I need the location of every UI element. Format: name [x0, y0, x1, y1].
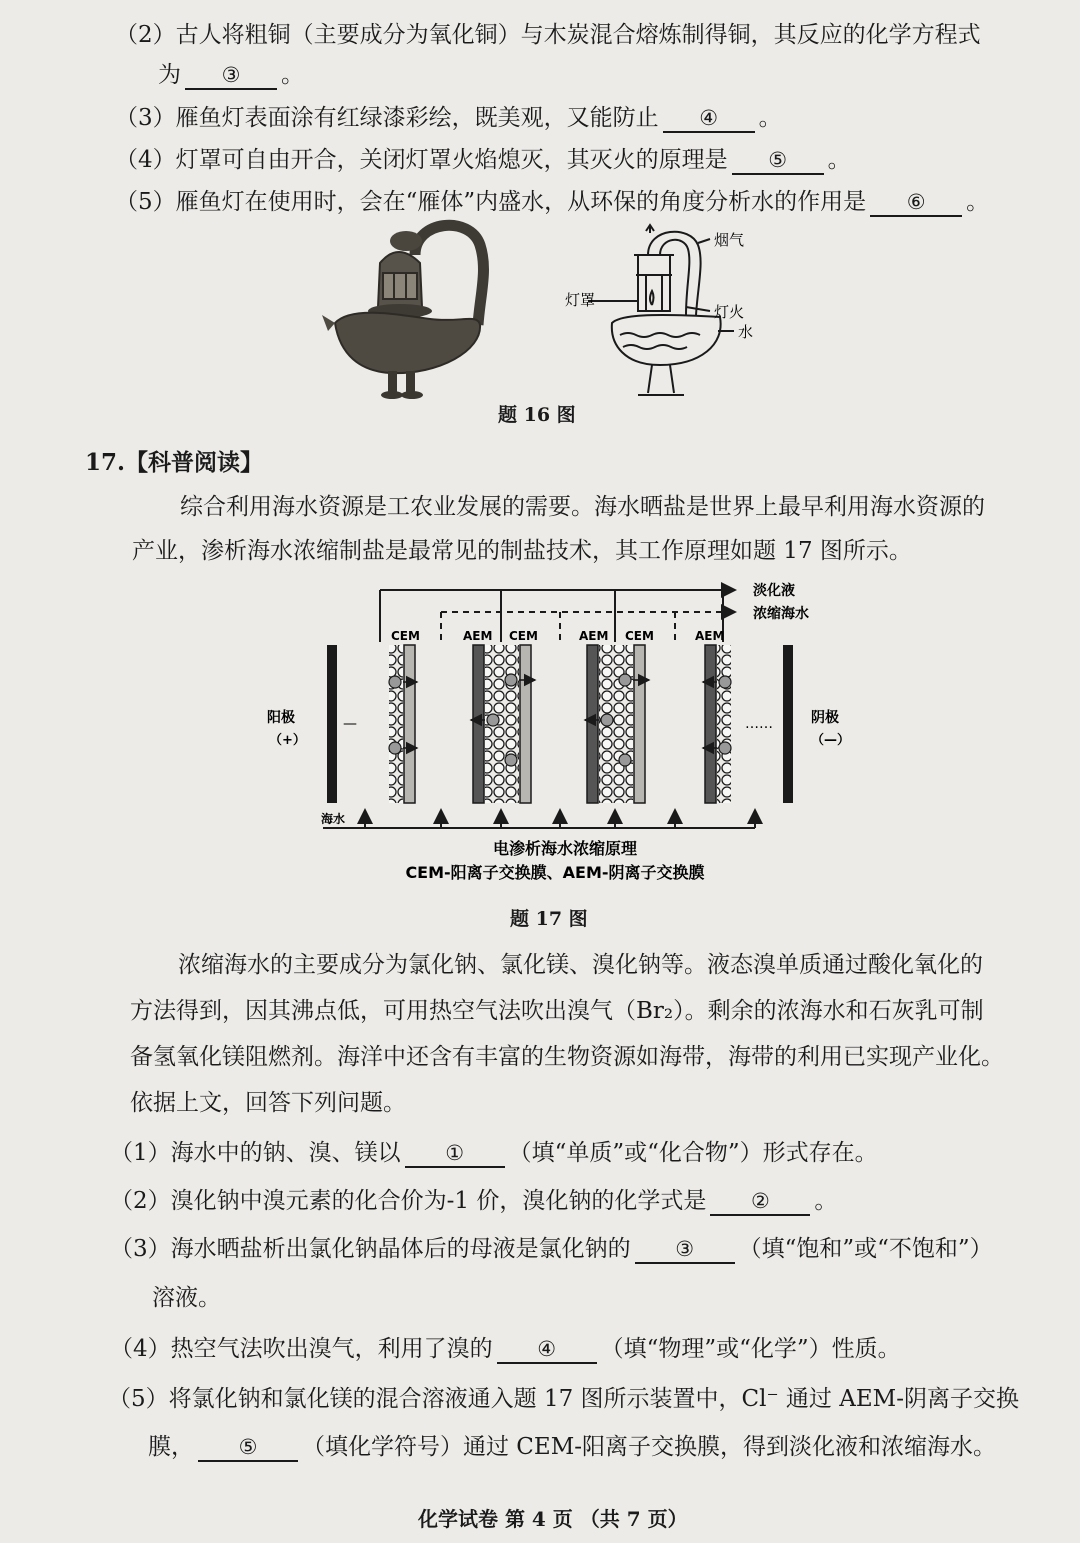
membrane-label: CEM [625, 629, 654, 643]
q16-part2: （2）古人将粗铜（主要成分为氧化铜）与木炭混合熔炼制得铜，其反应的化学方程式 [115, 22, 981, 48]
q16-part4: （4）灯罩可自由开合，关闭灯罩火焰熄灭，其灭火的原理是 ⑤ 。 [115, 147, 851, 173]
membrane-label: AEM [695, 629, 725, 643]
q17-body-line-2: 方法得到，因其沸点低，可用热空气法吹出溴气（Br₂）。剩余的浓海水和石灰乳可制 [130, 998, 984, 1024]
goose-lamp-diagram [588, 225, 734, 395]
answer-blank-6[interactable]: ⑥ [870, 189, 962, 217]
figure-17-caption: 题 17 图 [510, 908, 588, 930]
answer-blank-4b[interactable]: ④ [497, 1336, 597, 1364]
electrodialysis-figure [265, 570, 865, 890]
answer-blank-4[interactable]: ④ [663, 105, 755, 133]
q17-intro-line-2: 产业，渗析海水浓缩制盐是最常见的制盐技术，其工作原理如题 17 图所示。 [132, 538, 912, 564]
q17-part5-cont: 膜， ⑤ （填化学符号）通过 CEM-阳离子交换膜，得到淡化液和浓缩海水。 [148, 1434, 997, 1460]
label-dilute-solution: 淡化液 [753, 583, 795, 599]
q17-part4: （4）热空气法吹出溴气，利用了溴的 ④ （填“物理”或“化学”）性质。 [110, 1336, 901, 1362]
anode-plate [327, 645, 337, 803]
membrane-stack-1 [389, 645, 415, 803]
membrane-stack-2 [473, 645, 531, 803]
label-smoke: 烟气 [714, 231, 745, 249]
label-lamp-shade: 灯罩 [565, 291, 596, 309]
cathode-label: 阴极 [811, 710, 839, 726]
q17-body-line-3: 备氢氧化镁阻燃剂。海洋中还含有丰富的生物资源如海带，海带的利用已实现产业化。 [130, 1044, 1004, 1070]
answer-blank-5[interactable]: ⑤ [732, 147, 824, 175]
figure-17-legend: CEM-阳离子交换膜、AEM-阴离子交换膜 [405, 863, 705, 882]
q17-part3-cont: 溶液。 [152, 1285, 221, 1311]
anode-label: 阳极 [267, 710, 295, 726]
figure-16-caption: 题 16 图 [498, 404, 576, 426]
answer-blank-5b[interactable]: ⑤ [198, 1434, 298, 1462]
membrane-stack-3 [587, 645, 645, 803]
q17-part1: （1）海水中的钠、溴、镁以 ① （填“单质”或“化合物”）形式存在。 [110, 1140, 878, 1166]
answer-blank-1[interactable]: ① [405, 1140, 505, 1168]
cathode-plate [783, 645, 793, 803]
page-footer: 化学试卷 第 4 页 （共 7 页） [418, 1507, 688, 1531]
q17-part2: （2）溴化钠中溴元素的化合价为-1 价，溴化钠的化学式是 ② 。 [110, 1188, 838, 1214]
q16-part2-cont: 为 ③ 。 [158, 62, 304, 88]
dilute-outlet-lines [380, 590, 735, 642]
figure-17-title: 电渗析海水浓缩原理 [492, 839, 638, 858]
q16-part3: （3）雁鱼灯表面涂有红绿漆彩绘，既美观，又能防止 ④ 。 [115, 105, 782, 131]
membrane-label: CEM [509, 629, 538, 643]
seawater-inlet-lines [323, 810, 755, 828]
membrane-label: CEM [391, 629, 420, 643]
label-water: 水 [738, 323, 754, 341]
label-concentrated-seawater: 浓缩海水 [753, 606, 809, 622]
answer-blank-2[interactable]: ② [710, 1188, 810, 1216]
anode-sign: （+） [269, 733, 306, 748]
q17-body-line-1: 浓缩海水的主要成分为氯化钠、氯化镁、溴化钠等。液态溴单质通过酸化氧化的 [178, 952, 983, 978]
dots-mark: …… [745, 716, 773, 732]
q17-intro-line-1: 综合利用海水资源是工农业发展的需要。海水晒盐是世界上最早利用海水资源的 [180, 494, 985, 520]
q17-part5: （5）将氯化钠和氯化镁的混合溶液通入题 17 图所示装置中，Cl⁻ 通过 AEM-阴离子交换 [108, 1386, 1019, 1412]
goose-lamp-figure [320, 215, 790, 405]
ion-arrows [403, 680, 717, 748]
seawater-label: 海水 [321, 812, 346, 826]
label-lamp-fire: 灯火 [714, 303, 745, 321]
goose-lamp-photo [322, 225, 483, 399]
ion-markers [389, 674, 731, 766]
answer-blank-3b[interactable]: ③ [635, 1236, 735, 1264]
minus-mark: — [343, 716, 357, 732]
membrane-stack-4 [705, 645, 731, 803]
q17-heading: 17.【科普阅读】 [85, 449, 264, 476]
answer-blank-3[interactable]: ③ [185, 62, 277, 90]
membrane-label: AEM [579, 629, 609, 643]
membrane-label: AEM [463, 629, 493, 643]
q17-body-line-4: 依据上文，回答下列问题。 [130, 1090, 406, 1116]
cathode-sign: （—） [811, 733, 851, 748]
q17-part3: （3）海水晒盐析出氯化钠晶体后的母液是氯化钠的 ③ （填“饱和”或“不饱和”） [110, 1236, 993, 1262]
q16-part5: （5）雁鱼灯在使用时，会在“雁体”内盛水，从环保的角度分析水的作用是 ⑥ 。 [115, 189, 990, 215]
